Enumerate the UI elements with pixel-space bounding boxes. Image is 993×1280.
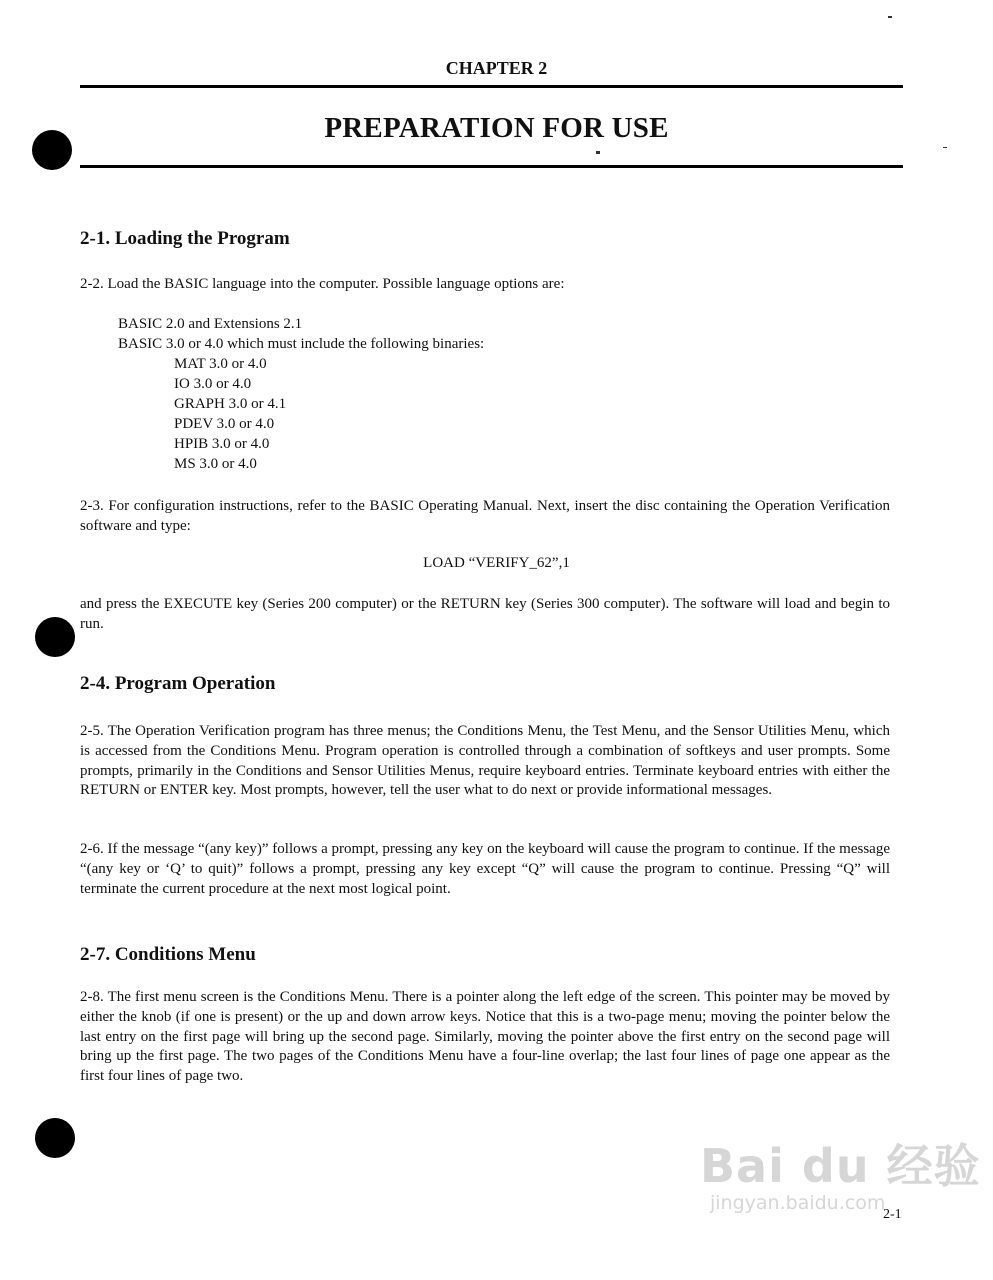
paragraph-2-5: 2-5. The Operation Verification program has three menus; the Conditions Menu, the Test Menu, and the Sensor Utilities Menu, which is accessed from the Conditions Menu. Program operation is controlled through a combination of softkeys and user prompts. Some prompts, primarily in the Conditions and Sensor Utilities Menus, require keyboard entries. Terminate keyboard entries with either the RETURN or ENTER key. Most prompts, however, tell the user what to do next or provide informational messages. xyxy=(80,723,890,799)
page-number: 2-1 xyxy=(883,1207,902,1222)
paragraph-2-8: 2-8. The first menu screen is the Conditions Menu. There is a pointer along the left edge of the screen. This pointer may be moved by either the knob (if one is present) or the up and down arrow keys. Notice that this is a two-page menu; moving the pointer below the last entry on the first page will bring up the second page. Similarly, moving the pointer above the first entry on the second page will bring up the first page. The two pages of the Conditions Menu have a four-line overlap; the last four lines of page one appear as the first four lines of page two. xyxy=(80,989,890,1085)
scan-speck xyxy=(596,151,600,154)
load-command: LOAD “VERIFY_62”,1 xyxy=(423,555,570,571)
header-rule-bottom xyxy=(80,165,903,168)
binder-hole xyxy=(35,1118,75,1158)
paragraph-2-3: 2-3. For configuration instructions, refer to the BASIC Operating Manual. Next, insert the disc containing the Operation Verification software and type: xyxy=(80,498,890,534)
paragraph-2-6: 2-6. If the message “(any key)” follows a prompt, pressing any key on the keyboard will cause the program to continue. If the message “(any key or ‘Q’ to quit)” follows a prompt, pressing any key except “Q” will cause the program to continue. Pressing “Q” will terminate the current procedure at the next most logical point. xyxy=(80,841,890,897)
binary-item: PDEV 3.0 or 4.0 xyxy=(174,416,275,432)
binder-hole xyxy=(35,617,75,657)
paragraph-2-2: 2-2. Load the BASIC language into the computer. Possible language options are: xyxy=(80,276,565,292)
binary-item: HPIB 3.0 or 4.0 xyxy=(174,436,270,452)
section-heading-conditions-menu: 2-7. Conditions Menu xyxy=(80,944,256,965)
paragraph-2-3-continued: and press the EXECUTE key (Series 200 computer) or the RETURN key (Series 300 computer). The software will load and begin to run. xyxy=(80,596,890,632)
header-rule-top xyxy=(80,85,903,88)
chapter-label: CHAPTER 2 xyxy=(445,58,548,78)
watermark-brand: Bai du 经验 xyxy=(700,1139,981,1193)
binary-item: MAT 3.0 or 4.0 xyxy=(174,356,267,372)
section-heading-loading: 2-1. Loading the Program xyxy=(80,228,290,249)
watermark-url: jingyan.baidu.com xyxy=(710,1192,886,1214)
scan-speck xyxy=(943,147,947,148)
binary-item: IO 3.0 or 4.0 xyxy=(174,376,252,392)
page-title: PREPARATION FOR USE xyxy=(324,112,669,144)
baidu-watermark xyxy=(700,1130,981,1214)
option-basic-2: BASIC 2.0 and Extensions 2.1 xyxy=(118,316,303,332)
section-heading-program-operation: 2-4. Program Operation xyxy=(80,673,276,694)
scan-speck xyxy=(888,16,892,18)
binary-item: MS 3.0 or 4.0 xyxy=(174,456,257,472)
option-basic-3-4: BASIC 3.0 or 4.0 which must include the following binaries: xyxy=(118,336,485,352)
binary-item: GRAPH 3.0 or 4.1 xyxy=(174,396,287,412)
